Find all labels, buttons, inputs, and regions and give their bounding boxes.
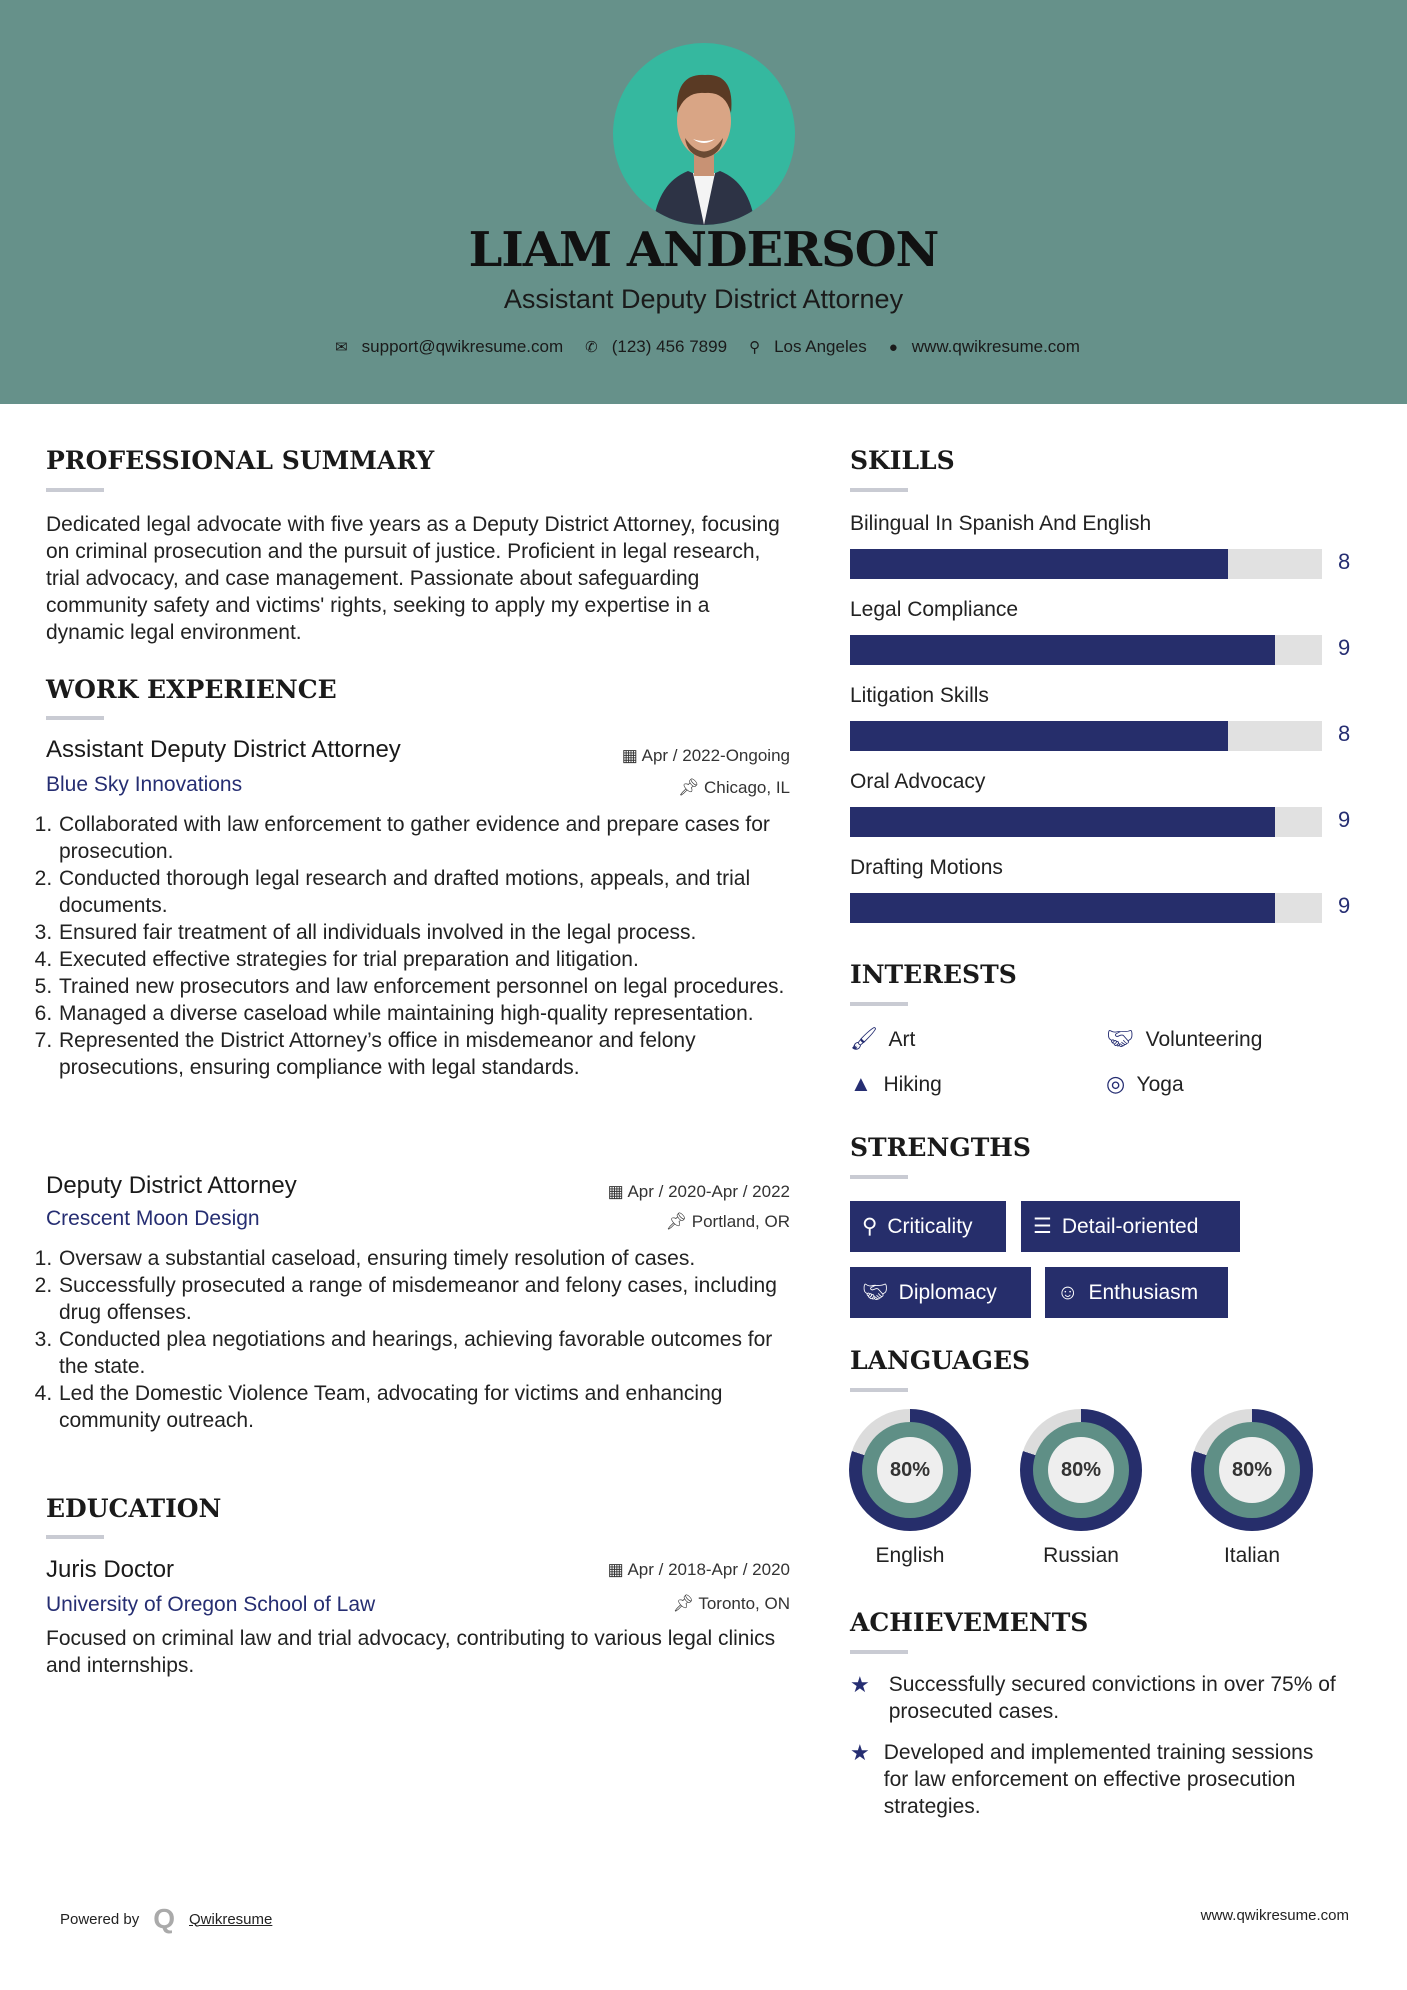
summary-text: Dedicated legal advocate with five years as a Deputy District Attorney, focusing on criminal prosecution and the pursuit of justice. Proficient in legal research, trial advocacy, and case management. Passionate about safeguarding community safety and victims' rights, seeking to apply my expertise in a dynamic legal environment. <box>46 513 780 644</box>
skill-bar-fill <box>850 721 1228 751</box>
paintbrush-icon: 🖌︎ <box>850 1026 878 1051</box>
education-heading: EDUCATION <box>46 1494 222 1523</box>
heading-underline <box>850 1650 908 1654</box>
heading-underline <box>46 1535 104 1539</box>
duty-item: 1. Oversaw a substantial caseload, ensuring timely resolution of cases. <box>58 1245 790 1272</box>
footer-url[interactable]: www.qwikresume.com <box>1200 1907 1349 1924</box>
skill-name: Bilingual In Spanish And English <box>850 512 1152 535</box>
pin-icon: 📌︎ <box>665 1212 692 1231</box>
skill-bar-fill <box>850 807 1275 837</box>
skills-heading: SKILLS <box>850 446 955 475</box>
star-icon: ★ <box>850 1740 870 1765</box>
website-link[interactable]: www.qwikresume.com <box>911 337 1080 356</box>
interest-item: ◎ Yoga <box>1106 1071 1184 1096</box>
envelope-icon: ✉ <box>335 339 348 356</box>
skill-name: Oral Advocacy <box>850 770 986 793</box>
footer-powered: Powered by Q Qwikresume <box>60 1903 273 1934</box>
duty-item: 3. Conducted plea negotiations and hearings, achieving favorable outcomes for the state. <box>58 1326 790 1380</box>
achievements-heading: ACHIEVEMENTS <box>850 1608 1089 1637</box>
duty-item: 7. Represented the District Attorney’s office in misdemeanor and felony prosecutions, ensuring compliance with legal standards. <box>58 1027 790 1081</box>
job-company: Blue Sky Innovations <box>46 773 243 796</box>
pin-icon: 📌︎ <box>672 1594 699 1613</box>
education-entry <box>46 1556 790 1679</box>
location-text: Los Angeles <box>774 337 867 356</box>
interest-item: 🤝︎ Volunteering <box>1106 1026 1263 1051</box>
strength-tag: ☺ Enthusiasm <box>1045 1267 1228 1318</box>
education-date: ▦ Apr / 2018-Apr / 2020 <box>607 1560 790 1579</box>
skill-score: 8 <box>1338 721 1351 746</box>
skill-bar-fill <box>850 635 1275 665</box>
phone-text: (123) 456 7899 <box>611 337 728 356</box>
job-location: 📌︎ Portland, OR <box>665 1212 790 1231</box>
language-donut <box>1191 1409 1313 1531</box>
qwikresume-logo-icon: Q <box>153 1903 175 1934</box>
job-date: ▦ Apr / 2022-Ongoing <box>621 746 790 765</box>
skill-name: Drafting Motions <box>850 856 1003 879</box>
duty-item: 3. Ensured fair treatment of all individuals involved in the legal process. <box>58 919 790 946</box>
interests-heading: INTERESTS <box>850 960 1017 989</box>
strengths-heading: STRENGTHS <box>850 1133 1031 1162</box>
life-ring-icon: ◎ <box>1106 1071 1126 1096</box>
skill-bar <box>850 549 1322 579</box>
language-percent: 80% <box>877 1437 943 1503</box>
job-title: Assistant Deputy District Attorney <box>46 736 401 763</box>
work-experience-heading: WORK EXPERIENCE <box>46 675 337 704</box>
skill-bar <box>850 635 1322 665</box>
language-donut <box>849 1409 971 1531</box>
calendar-icon: ▦ <box>621 746 642 765</box>
skill-bar-fill <box>850 549 1228 579</box>
handshake-icon: 🤝︎ <box>1106 1026 1134 1051</box>
email-link[interactable]: support@qwikresume.com <box>361 337 564 356</box>
globe-icon: ● <box>888 338 898 356</box>
job-location: 📌︎ Chicago, IL <box>677 778 790 797</box>
search-icon: ⚲ <box>862 1215 878 1238</box>
interest-item: 🖌︎ Art <box>850 1026 916 1051</box>
heading-underline <box>46 716 104 720</box>
calendar-icon: ▦ <box>607 1560 628 1579</box>
skill-score: 8 <box>1338 549 1351 574</box>
list-icon: ☰ <box>1033 1215 1052 1238</box>
job-entry <box>46 1172 790 1434</box>
contact-row <box>0 337 1407 357</box>
heading-underline <box>46 488 104 492</box>
skill-bar <box>850 721 1322 751</box>
education-location: 📌︎ Toronto, ON <box>672 1594 790 1613</box>
job-duties <box>40 1245 790 1434</box>
heading-underline <box>850 1388 908 1392</box>
strength-tag: ⚲ Criticality <box>850 1201 1006 1252</box>
strength-tag: ☰ Detail-oriented <box>1021 1201 1240 1252</box>
education-description: Focused on criminal law and trial advocacy, contributing to various legal clinics and internships. <box>46 1627 776 1677</box>
degree: Juris Doctor <box>46 1556 175 1583</box>
job-duties <box>40 811 790 1081</box>
skill-score: 9 <box>1338 807 1351 832</box>
pin-icon: 📌︎ <box>677 778 704 797</box>
language-donut <box>1020 1409 1142 1531</box>
school-name: University of Oregon School of Law <box>46 1593 376 1616</box>
duty-item: 5. Trained new prosecutors and law enforcement personnel on legal procedures. <box>58 973 790 1000</box>
map-pin-icon: ⚲ <box>749 339 761 356</box>
summary-heading: PROFESSIONAL SUMMARY <box>46 446 435 475</box>
skill-bar-fill <box>850 893 1275 923</box>
skill-score: 9 <box>1338 635 1351 660</box>
phone-icon: ✆ <box>585 339 598 356</box>
duty-item: 4. Executed effective strategies for trial preparation and litigation. <box>58 946 790 973</box>
duty-item: 6. Managed a diverse caseload while maintaining high-quality representation. <box>58 1000 790 1027</box>
handshake-icon: 🤝︎ <box>862 1280 889 1304</box>
language-name: Italian <box>1223 1544 1281 1567</box>
calendar-icon: ▦ <box>607 1182 628 1201</box>
language-percent: 80% <box>1048 1437 1114 1503</box>
job-company: Crescent Moon Design <box>46 1207 260 1230</box>
job-date: ▦ Apr / 2020-Apr / 2022 <box>607 1182 790 1201</box>
skill-score: 9 <box>1338 893 1351 918</box>
skill-bar <box>850 893 1322 923</box>
duty-item: 2. Conducted thorough legal research and drafted motions, appeals, and trial documents. <box>58 865 790 919</box>
resume-header <box>0 0 1407 404</box>
language-name: English <box>875 1544 945 1567</box>
smile-icon: ☺ <box>1057 1280 1079 1304</box>
language-name: Russian <box>1043 1544 1119 1567</box>
language-percent: 80% <box>1219 1437 1285 1503</box>
duty-item: 2. Successfully prosecuted a range of misdemeanor and felony cases, including drug offenses. <box>58 1272 790 1326</box>
duty-item: 1. Collaborated with law enforcement to gather evidence and prepare cases for prosecution. <box>58 811 790 865</box>
achievement-item: ★ Successfully secured convictions in over 75% of prosecuted cases. <box>850 1672 1336 1723</box>
skill-name: Legal Compliance <box>850 598 1019 621</box>
heading-underline <box>850 1175 908 1179</box>
tree-icon: ▲ <box>850 1071 872 1096</box>
job-title: Deputy District Attorney <box>46 1172 297 1199</box>
interest-item: ▲ Hiking <box>850 1071 942 1096</box>
candidate-title: Assistant Deputy District Attorney <box>503 284 904 314</box>
star-icon: ★ <box>850 1672 870 1697</box>
strength-tag: 🤝︎ Diplomacy <box>850 1267 1031 1318</box>
skill-bar <box>850 807 1322 837</box>
brand-link[interactable]: Qwikresume <box>189 1910 273 1928</box>
languages-heading: LANGUAGES <box>850 1346 1031 1375</box>
duty-item: 4. Led the Domestic Violence Team, advocating for victims and enhancing community outreach. <box>58 1380 790 1434</box>
achievement-item: ★ Developed and implemented training sessions for law enforcement on effective prosecution strategies. <box>850 1740 1314 1818</box>
job-entry <box>46 736 790 1081</box>
heading-underline <box>850 1002 908 1006</box>
skill-name: Litigation Skills <box>850 684 989 707</box>
candidate-name: LIAM ANDERSON <box>468 222 939 278</box>
profile-photo <box>613 43 795 225</box>
heading-underline <box>850 488 908 492</box>
